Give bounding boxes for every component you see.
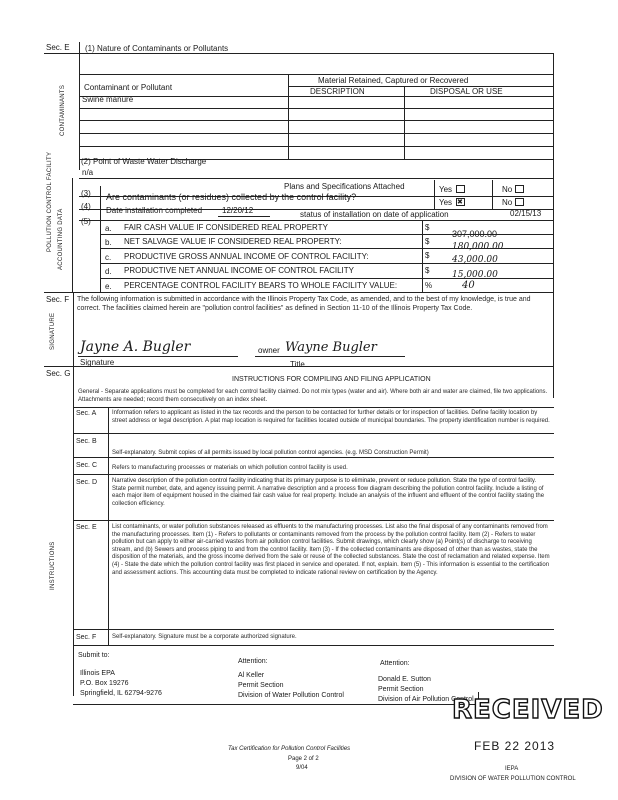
footer-revision: 9/04 bbox=[296, 765, 308, 771]
received-date: FEB 22 2013 bbox=[474, 739, 556, 753]
received-stamp: RECEIVED bbox=[452, 695, 604, 725]
sec-e-q2: (2) Point of Waste Water Discharge bbox=[81, 157, 207, 166]
q3-yes-checkbox[interactable] bbox=[456, 198, 465, 206]
instructions-side-label: INSTRUCTIONS bbox=[50, 541, 56, 590]
owner-label: owner bbox=[258, 346, 280, 355]
instr-sec-d-label: Sec. D bbox=[76, 479, 98, 486]
net-income-label: PRODUCTIVE NET ANNUAL INCOME OF CONTROL FACILITY bbox=[124, 266, 354, 275]
attention-label-2: Attention: bbox=[380, 660, 410, 667]
sec-e-q2-value: n/a bbox=[82, 168, 94, 177]
attention-label-1: Attention: bbox=[238, 658, 268, 665]
sec-g-label: Sec. G bbox=[46, 369, 71, 378]
disposal-col-header: DISPOSAL OR USE bbox=[430, 87, 503, 96]
fair-cash-value-label: FAIR CASH VALUE IF CONSIDERED REAL PROPERTY bbox=[124, 223, 328, 232]
contaminant-col-header: Contaminant or Pollutant bbox=[84, 83, 173, 92]
footer-form-title: Tax Certification for Pollution Control Facilities bbox=[228, 746, 351, 752]
submit-to-label: Submit to: bbox=[78, 652, 110, 659]
q4-status-value: 02/15/13 bbox=[510, 209, 542, 218]
instr-sec-a-text: Information refers to applicant as listed in the tax records and the person to be contacted for further details or for inspection of facilities. Define facility location by street address or legal description. A plat map location is required for facilities located outside of municipal boundaries. The property identification number is required. bbox=[112, 410, 550, 424]
instr-sec-c-label: Sec. C bbox=[76, 462, 98, 469]
net-salvage-value: 180,000.00 bbox=[452, 242, 504, 252]
sec-e-side-label: CONTAMINANTS bbox=[60, 84, 66, 136]
percentage-label: PERCENTAGE CONTROL FACILITY BEARS TO WHOLE FACILITY VALUE: bbox=[124, 281, 398, 290]
plans-no-checkbox[interactable] bbox=[515, 185, 524, 193]
q4-status-label: status of installation on date of application bbox=[300, 210, 449, 219]
plans-yes-checkbox[interactable] bbox=[456, 185, 465, 193]
q5-number: (5) bbox=[81, 217, 91, 226]
pollution-control-side-label: POLLUTION CONTROL FACILITY bbox=[47, 151, 53, 252]
signature-value: Jayne A. Bugler bbox=[80, 339, 191, 355]
signature-label: Signature bbox=[80, 358, 115, 367]
instr-sec-e-text: List contaminants, or water pollution substances released as effluents to the manufacturing processes. List also the final disposal of any contaminants removed from the manufacturing processes. Item (1) - Refers to pollutants or contaminants removed from the process by the pollution control facility. Item (2) - Refers to water pollution but can apply to either air-carried wastes from air pollution control facilities. Submit drawings, which clearly show (a) Point(s) of discharge to receiving stream, and (b) Sewers and process piping to and from the control facility. Item (3) - If the collected contaminants are disposed of other than as wastes, state the disposition of the materials, and the gross income derived from the sale or reuse of the collected substances. State the cost of reclamation and related expense. Item (4) - State the date which the pollution control facility was first placed in service and operated. If not, explain. Item (5) - This information is essential to the certification and assessment actions. This accounting data must be completed to indicate rational review on certification by the Agency. bbox=[112, 524, 550, 576]
gross-income-label: PRODUCTIVE GROSS ANNUAL INCOME OF CONTROL FACILITY: bbox=[124, 252, 369, 261]
accounting-data-side-label: ACCOUNTING DATA bbox=[58, 208, 64, 270]
sec-f-text: The following information is submitted in accordance with the Illinois Property Tax Code, as amended, and to the best of my knowledge, is true and correct. The facilities claimed herein are "pollution control facilities" as defined in Section 11-10 of the Illinois Property Tax Code. bbox=[77, 296, 531, 312]
instr-sec-f-label: Sec. F bbox=[76, 634, 97, 641]
q4-label: Date installation completed bbox=[106, 206, 203, 215]
description-col-header: DESCRIPTION bbox=[310, 87, 365, 96]
instr-sec-a-label: Sec. A bbox=[76, 410, 97, 417]
owner-value: Wayne Bugler bbox=[285, 340, 377, 355]
contaminant-value: Swine manure bbox=[82, 95, 134, 104]
q3-text: Are contaminants (or residues) collected by the control facility? bbox=[106, 192, 357, 202]
net-income-value: 15,000.00 bbox=[452, 270, 498, 280]
q4-date-value: 12/20/12 bbox=[222, 206, 254, 215]
percentage-value: 40 bbox=[462, 280, 475, 291]
instr-sec-d-text: Narrative description of the pollution control facility indicating that its primary purpose is to eliminate, prevent or reduce pollution. State the type of control facility. State permit number, date, and agency issuing permit. A narrative description and a process flow diagram describing the pollution control facility. Include a listing of each major item of equipment housed in the claimed fair cash value for real property. Include an analysis of the influent and effluent of the control facility stating the collection efficiency. bbox=[112, 478, 545, 507]
instr-sec-e-label: Sec. E bbox=[76, 524, 97, 531]
q3-no-checkbox[interactable] bbox=[515, 198, 524, 206]
plans-no-label: No bbox=[502, 185, 513, 194]
sec-e-q1: (1) Nature of Contaminants or Pollutants bbox=[85, 44, 229, 53]
q4-number: (4) bbox=[81, 202, 91, 211]
sec-f-label: Sec. F bbox=[46, 295, 70, 304]
plans-label: Plans and Specifications Attached bbox=[284, 182, 405, 191]
stamp-iepa: IEPA bbox=[505, 766, 519, 772]
stamp-division: DIVISION OF WATER POLLUTION CONTROL bbox=[450, 776, 576, 782]
instr-sec-b-text: Self-explanatory. Submit copies of all permits issued by local pollution control agencies. (e.g. MSD Construction Permit) bbox=[112, 450, 429, 456]
q3-no-label: No bbox=[502, 198, 513, 207]
general-instructions: General - Separate applications must be completed for each control facility claimed. Do not mix types (water and air). Where both air and water are claimed, file two applications. Attachments are needed; record them consecutively on an index sheet. bbox=[78, 389, 548, 403]
net-salvage-value-label: NET SALVAGE VALUE IF CONSIDERED REAL PROPERTY: bbox=[124, 237, 342, 246]
title-label: Title bbox=[290, 360, 305, 369]
plans-yes-label: Yes bbox=[439, 185, 453, 194]
instr-sec-b-label: Sec. B bbox=[76, 438, 97, 445]
q3-number: (3) bbox=[81, 189, 91, 198]
instructions-title: INSTRUCTIONS FOR COMPILING AND FILING APPLICATION bbox=[232, 376, 431, 383]
fair-cash-value: 307,000.00 bbox=[452, 229, 498, 239]
sec-e-label: Sec. E bbox=[46, 43, 70, 52]
instr-sec-c-text: Refers to manufacturing processes or materials on which pollution control facility is used. bbox=[112, 465, 348, 471]
footer-page: Page 2 of 2 bbox=[288, 756, 319, 762]
q3-yes-label: Yes bbox=[439, 198, 453, 207]
instr-sec-f-text: Self-explanatory. Signature must be a corporate authorized signature. bbox=[112, 634, 297, 640]
signature-side-label: SIGNATURE bbox=[50, 312, 56, 350]
material-header: Material Retained, Captured or Recovered bbox=[318, 76, 469, 85]
gross-income-value: 43,000.00 bbox=[452, 255, 498, 265]
